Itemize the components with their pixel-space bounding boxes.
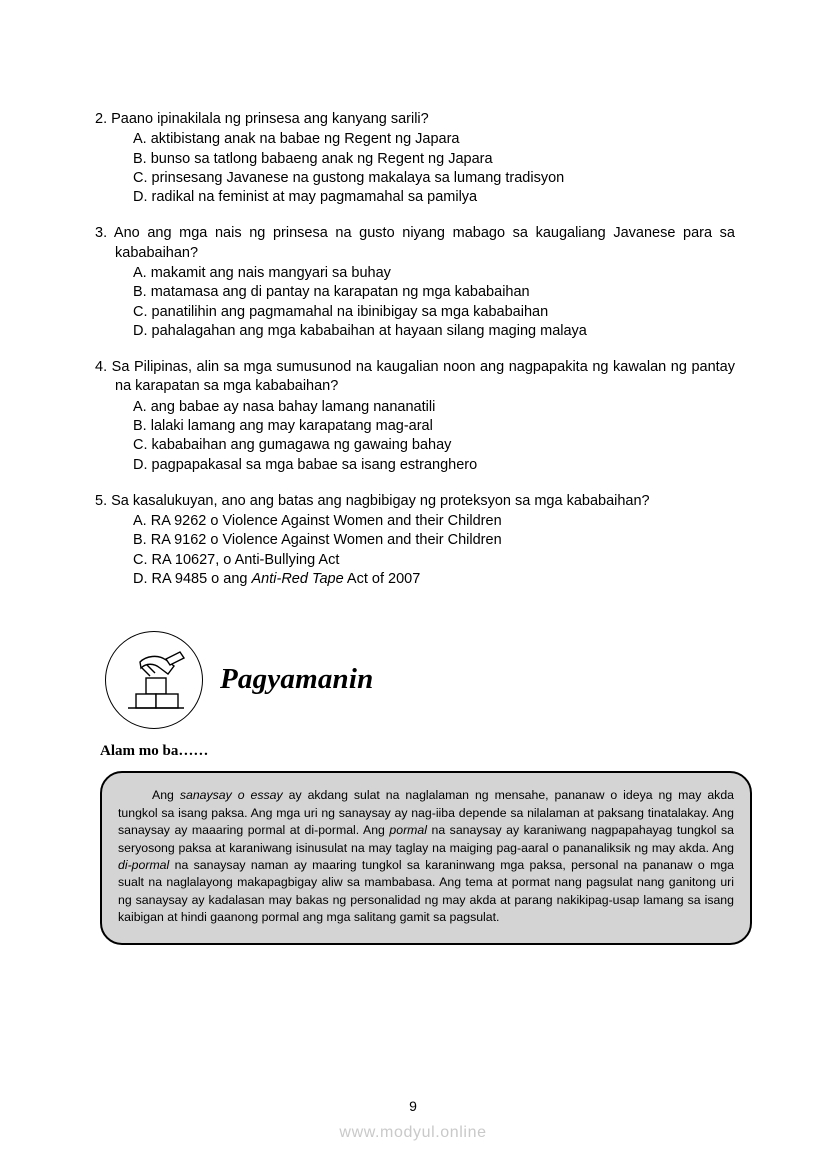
question-prompt: 3. Ano ang mga nais ng prinsesa na gusto niyang mabago sa kaugaliang Javanese para sa kababaihan? — [95, 225, 735, 261]
choice-option: C. panatilihin ang pagmamahal na ibinibigay sa mga kababaihan — [133, 303, 549, 320]
question-block — [95, 224, 735, 341]
choice-option: C. RA 10627, o Anti-Bullying Act — [133, 551, 340, 568]
note-label: Alam mo ba…… — [100, 743, 209, 760]
question-block — [95, 358, 735, 475]
choice-option: B. RA 9162 o Violence Against Women and their Children — [133, 532, 502, 549]
choice-option: D. pahalagahan ang mga kababaihan at hayaan silang maging malaya — [133, 322, 587, 339]
choice-option: C. kababaihan ang gumagawa ng gawaing bahay — [133, 437, 452, 454]
page-number: 9 — [409, 1098, 417, 1114]
question-prompt: 4. Sa Pilipinas, alin sa mga sumusunod na kaugalian noon ang nagpapakita ng kawalan ng pantay na karapatan sa mga kababaihan? — [95, 359, 735, 395]
choice-option: A. aktibistang anak na babae ng Regent ng Japara — [133, 131, 460, 148]
question-prompt: 2. Paano ipinakilala ng prinsesa ang kanyang sarili? — [95, 111, 429, 127]
hand-writing-circle-icon — [105, 631, 203, 729]
choice-list — [95, 264, 735, 341]
question-block — [95, 110, 735, 207]
choice-option: B. bunso sa tatlong babaeng anak ng Regent ng Japara — [133, 150, 493, 167]
choice-option: A. ang babae ay nasa bahay lamang nananatili — [133, 398, 436, 415]
choice-option: D. pagpapakasal sa mga babae sa isang estranghero — [133, 456, 478, 473]
choice-option: D. RA 9485 o ang Anti-Red Tape Act of 2007 — [133, 570, 421, 587]
choice-option: C. prinsesang Javanese na gustong makalaya sa lumang tradisyon — [133, 169, 565, 186]
watermark: www.modyul.online — [339, 1124, 487, 1141]
choice-list — [95, 398, 735, 475]
choice-option: B. lalaki lamang ang may karapatang mag-aral — [133, 417, 433, 434]
choice-option: D. radikal na feminist at may pagmamahal sa pamilya — [133, 189, 478, 206]
question-block — [95, 492, 735, 589]
section-header — [95, 631, 735, 735]
choice-option: A. makamit ang nais mangyari sa buhay — [133, 264, 391, 281]
choice-option: B. matamasa ang di pantay na karapatan ng mga kababaihan — [133, 284, 530, 301]
section-title: Pagyamanin — [220, 663, 374, 696]
note-box — [100, 771, 752, 945]
choice-list — [95, 130, 735, 207]
note-text: Ang sanaysay o essay ay akdang sulat na naglalaman ng mensahe, pananaw o ideya ng may akda tungkol sa isang paksa. Ang mga uri ng sanaysay ay nag-iiba depende sa nilalaman at paksang tinatalakay. Ang sanaysay ay maaaring pormal at di-pormal. Ang pormal na sanaysay ay karaniwang nagpapahayag tungkol sa seryosong paksa at karaniwang isinusulat na may taglay na maiging pag-aaral o pananaliksik ng may akda. Ang di-pormal na sanaysay naman ay maaring tungkol sa karaninwang mga paksa, personal na pananaw o mga sualt na naglalayong makapagbigay aliw sa mambabasa. Ang tema at pormat nang pagsulat nang ganitong uri ng sanaysay ay kadalasan may bakas ng personalidad ng may akda at parang nakikipag-usap lamang sa isang kaibigan at hindi gaanong pormal ang mga salitang gamit sa pagsulat. — [118, 788, 735, 925]
choice-list — [95, 512, 735, 589]
question-prompt: 5. Sa kasalukuyan, ano ang batas ang nagbibigay ng proteksyon sa mga kababaihan? — [95, 492, 650, 509]
page-content — [95, 110, 735, 945]
choice-option: A. RA 9262 o Violence Against Women and their Children — [133, 513, 502, 530]
